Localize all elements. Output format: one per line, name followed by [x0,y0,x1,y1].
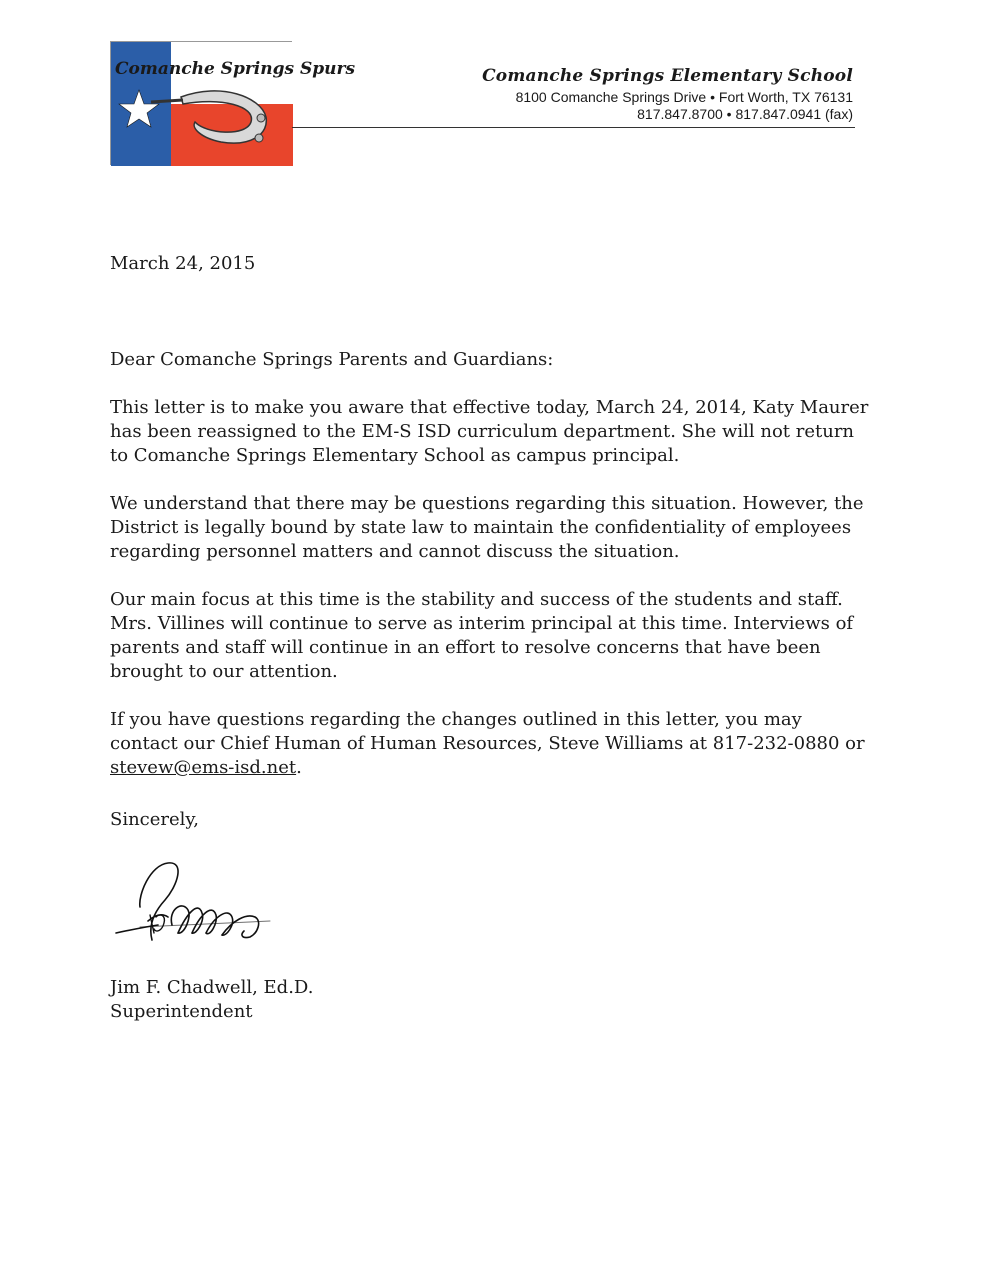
school-name: Comanche Springs Elementary School [482,66,853,86]
school-logo [110,41,356,165]
handwritten-signature [110,855,280,950]
signer-block [110,976,313,1024]
texas-flag-spur-logo [111,42,356,166]
closing: Sincerely, [110,809,199,830]
paragraph-focus: Our main focus at this time is the stability and success of the students and staff. Mrs. Villines will continue to serve as interim principal at this time. Interviews of parents and staff will continue in an effort to resolve concerns that have been brought to our attention. [110,589,854,682]
paragraph-reassignment: This letter is to make you aware that effective today, March 24, 2014, Katy Maurer has been reassigned to the EM-S ISD curriculum department. She will not return to Comanche Springs Elementary School as campus principal. [110,397,869,466]
paragraph-contact [110,708,870,780]
contact-text: If you have questions regarding the changes outlined in this letter, you may contact our Chief Human of Human Resources, Steve Williams at 817-232-0880 or [110,709,865,754]
paragraph-confidentiality: We understand that there may be questions regarding this situation. However, the District is legally bound by state law to maintain the confidentiality of employees regarding personnel matters and cannot discuss the situation. [110,493,864,562]
salutation: Dear Comanche Springs Parents and Guardians: [110,349,554,370]
header-divider [292,127,855,128]
signer-title: Superintendent [110,1001,253,1022]
letter-date: March 24, 2015 [110,253,256,274]
contact-end: . [296,757,302,778]
letter-body [110,348,870,804]
school-contact-block [482,66,853,123]
school-address: 8100 Comanche Springs Drive • Fort Worth, TX 76131 [515,89,853,105]
signer-name: Jim F. Chadwell, Ed.D. [110,977,314,998]
logo-text: Comanche Springs Spurs [115,59,356,79]
contact-email-link[interactable]: stevew@ems-isd.net [110,757,297,778]
school-phone: 817.847.8700 • 817.847.0941 (fax) [637,106,853,122]
